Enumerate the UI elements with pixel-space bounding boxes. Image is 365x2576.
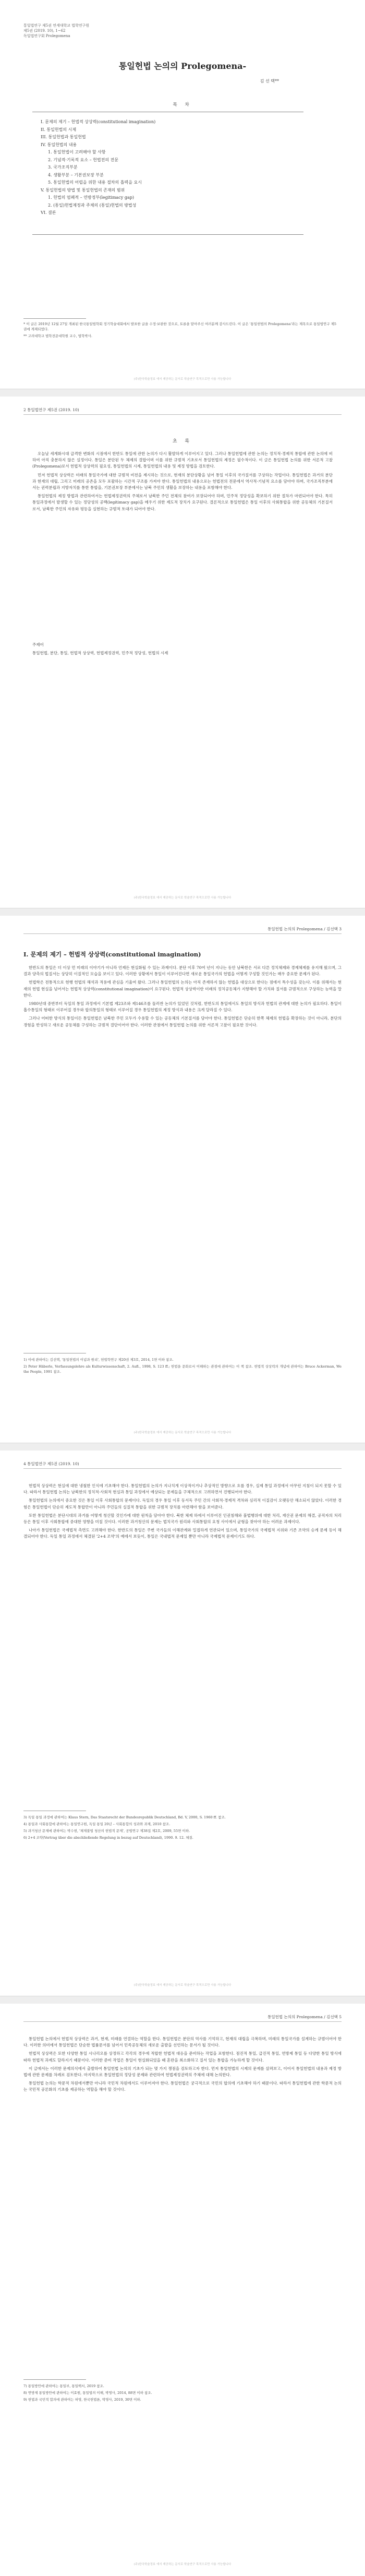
toc-item: I. 문제의 제기 – 헌법적 상상력(constitutional imagination) bbox=[41, 119, 156, 124]
footnotes bbox=[23, 1357, 342, 1376]
page-1 bbox=[0, 0, 365, 389]
page-2 bbox=[0, 397, 365, 908]
footnote-rule bbox=[23, 2379, 86, 2380]
page-footer: (주)한국학술정보 에서 제공하는 문서로 학술연구 목적으로만 사용 가능합니다 bbox=[133, 1984, 232, 1987]
body-paragraph: 헌법적 상상력은 현실에 대한 냉철한 인식에 기초해야 한다. 통일헌법의 논의가 지나치게 이상적이거나 추상적인 방향으로 흐를 경우, 실제 통일 과정에서 아무런 지침이 되지 못할 수 있다. 따라서 통일헌법 논의는 남북한의 정치적·사회적 현실과 통일 과정에서 예상되는 문제들을 구체적으로 고려하면서 진행되어야 한다. bbox=[23, 1483, 342, 1495]
header-rule bbox=[23, 414, 342, 415]
header-rule bbox=[23, 2021, 342, 2022]
page-4 bbox=[0, 1451, 365, 1996]
keywords-block bbox=[32, 642, 333, 656]
body-text bbox=[23, 1483, 342, 1542]
toc-item: VI. 결론 bbox=[41, 210, 56, 215]
abstract-paragraph: 먼저 헌법적 상상력은 미래의 통일국가에 대한 규범적 비전을 제시하는 것으로, 현재의 분단상황을 넘어 통일 이후의 국가질서를 구상하는 작업이다. 통일헌법은 과거의 분단과 현재의 대립, 그리고 미래의 공존을 모두 포괄하는 시간적 구조를 가져야 한다. 통일헌법의 내용으로는 헌법전의 전문에서 역사적·기념적 요소를 담아야 하며, 국가조직부분에서는 권력분립과 지방자치를 통한 통합을, 기본권보장 부분에서는 남북 주민의 생활을 보장하는 내용을 포함해야 한다. bbox=[32, 472, 333, 490]
footnotes bbox=[23, 1815, 342, 1842]
toc-item: 3. 국가조직부분 bbox=[48, 165, 78, 170]
body-paragraph: 통일헌법의 논의에서 중요한 것은 통일 이후 사회통합의 문제이다. 독일의 경우 통일 이후 동서독 주민 간의 사회적·경제적 격차와 심리적 이질감이 오랫동안 해소되지 않았다. 이러한 경험은 통일헌법이 단순히 제도적 통합만이 아니라 주민들의 실질적 통합을 위한 규범적 장치를 마련해야 함을 보여준다. bbox=[23, 1498, 342, 1509]
body-paragraph: 한반도의 통일은 더 이상 먼 미래의 이야기가 아니라 언제든 현실화될 수 있는 과제이다. 분단 이후 70여 년이 지나는 동안 남북한은 서로 다른 정치체제와 경제체제를 유지해 왔으며, 그 결과 양측의 법질서는 상당히 이질적인 모습을 보이고 있다. 이러한 상황에서 통일이 이루어진다면 새로운 통일국가의 헌법을 어떻게 구성할 것인가는 매우 중요한 문제가 된다. bbox=[23, 965, 342, 977]
page-footer: (주)한국학술정보 에서 제공하는 문서로 학술연구 목적으로만 사용 가능합니다 bbox=[133, 378, 232, 381]
body-paragraph: 헌법학은 전통적으로 현행 헌법의 해석과 적용에 관심을 기울여 왔다. 그러나 통일헌법의 논의는 아직 존재하지 않는 헌법을 대상으로 한다는 점에서 특수성을 갖는다. 이를 위해서는 현재의 헌법 현실을 넘어서는 헌법적 상상력(constitutional imagination)이 요구된다. 헌법적 상상력이란 미래의 정치공동체가 지향해야 할 가치와 질서를 규범적으로 구상하는 능력을 말한다. bbox=[23, 980, 342, 998]
toc-item: III. 통일헌법과 통일헌법 bbox=[41, 135, 86, 139]
page-separator bbox=[0, 389, 365, 397]
body-text bbox=[23, 965, 342, 1031]
footnote: 3) 독일 통일 과정에 관하여는 Klaus Stern, Das Staatsrecht der Bundesrepublik Deutschland, Bd. V, 2000, S. 1960 ff. 참조. bbox=[23, 1815, 226, 1819]
journal-info bbox=[23, 23, 89, 39]
toc-heading: 목 차 bbox=[173, 102, 192, 107]
journal-line: 통일법연구 제5권 연세대학교 법학연구원 bbox=[23, 23, 90, 28]
keywords: 통일헌법, 분단, 통일, 헌법적 상상력, 헌법제정권력, 민주적 정당성, 헌법의 시제 bbox=[32, 651, 168, 656]
footnote: 2) Peter Häberle, Verfassungslehre als Kulturwissenschaft, 2. Aufl., 1998, S. 123 ff.; 헌법을 문화로서 이해하는 관점에 관하여는 이 책 참조. 헌법적 상상력의 개념에 관하여는 Bruce Ackerman, We the People, 1991 참조. bbox=[23, 1364, 342, 1374]
abstract-body bbox=[32, 451, 333, 514]
page-footer: (주)한국학술정보 에서 제공하는 문서로 학술연구 목적으로만 사용 가능합니다 bbox=[133, 896, 232, 900]
abstract-paragraph: 오늘날 세계화시대 급격한 변화의 시점에서 한반도 통일에 관한 논의가 다시 활발하게 이루어지고 있다. 그러나 통일헌법에 관한 논의는 정치적·경제적 통합에 관한 논의에 비하여 아직 충분하지 않은 실정이다. 통일은 분단된 두 체제의 결합이며 이를 위한 규범적 기초로서 통일헌법의 제정은 필수적이다. 이 글은 통일헌법 논의를 위한 서론적 고찰(Prolegomena)로서 헌법적 상상력의 필요성, 통일헌법의 시제, 통일헌법의 내용 및 제정 방법을 검토한다. bbox=[32, 451, 333, 469]
toc-item: 2. (통일)헌법제정과 주체의 (통일)헌법의 방법성 bbox=[48, 202, 137, 208]
page-separator bbox=[0, 1443, 365, 1451]
page-footer: (주)한국학술정보 에서 제공하는 문서로 학술연구 목적으로만 사용 가능합니다 bbox=[133, 1431, 232, 1434]
section-title: I. 문제의 제기 – 헌법적 상상력(constitutional imagination) bbox=[23, 951, 201, 958]
keywords-label: 주제어 bbox=[32, 642, 44, 647]
footnotes bbox=[23, 2383, 342, 2404]
journal-line: 제5권 (2019. 10), 1~62 bbox=[23, 29, 66, 33]
journal-line: 독일법연구회 Prolegomena bbox=[23, 34, 70, 38]
page-separator bbox=[0, 908, 365, 916]
body-paragraph: 또한 통일헌법은 분단시대의 과거를 어떻게 청산할 것인가에 대한 원칙을 담아야 한다. 북한 체제 하에서 이루어진 인권침해와 불법행위에 대한 처리, 재산권 문제의 해결, 공직자의 처리 등은 통일 이후 사회통합에 중대한 영향을 미칠 것이다. 이러한 과거청산의 문제는 법치국가 원리와 사회통합의 요청 사이에서 균형을 찾아야 하는 어려운 과제이다. bbox=[23, 1513, 342, 1525]
footnotes bbox=[23, 321, 336, 340]
body-paragraph: 그러나 어떠한 방식의 통일이든 통일헌법은 남북한 주민 모두가 수용할 수 있는 공동체의 기본질서를 담아야 한다. 통일헌법은 단순히 한쪽 체제의 헌법을 확장하는 것이 아니라, 분단의 경험을 반성하고 새로운 공동체를 구성하는 규범적 결단이어야 한다. 이러한 관점에서 통일헌법 논의를 위한 서론적 고찰이 필요한 것이다. bbox=[23, 1016, 342, 1027]
toc-item: IV. 통일헌법의 내용 bbox=[41, 142, 77, 147]
page-separator bbox=[0, 1996, 365, 2004]
toc-item: 4. 생활부분 – 기본권보장 부분 bbox=[48, 172, 104, 177]
body-paragraph: 헌법적 상상력은 또한 다양한 통일 시나리오를 상정하고 각각의 경우에 적합한 헌법적 대응을 준비하는 작업을 포함한다. 점진적 통일, 급진적 통일, 연방제 통일 등 다양한 통일 방식에 따라 헌법적 과제도 달라지기 때문이다. 이러한 준비 작업은 통일이 현실화되었을 때 혼란을 최소화하고 질서 있는 통합을 가능하게 할 것이다. bbox=[23, 2051, 342, 2063]
toc-item: II. 통일헌법의 시제 bbox=[41, 127, 77, 132]
toc-item: 1. 통일헌법이 고려해야 할 사항 bbox=[48, 150, 106, 154]
footnote: 8) 연방제 통일방안에 관하여는 이효원, 통일법의 이해, 박영사, 2014, 88면 이하 참조. bbox=[23, 2391, 152, 2395]
running-header: 2 통일법연구 제5권 (2019. 10) bbox=[23, 408, 79, 412]
body-paragraph: 1980년대 중반부터 독일의 통일 과정에서 기본법 제23조와 제146조를 둘러싼 논의가 있었던 것처럼, 한반도의 통일에서도 통일의 방식과 헌법의 관계에 대한 논의가 필요하다. 통일이 흡수통일의 형태로 이루어질 경우와 합의통일의 형태로 이루어질 경우 통일헌법의 제정 방식과 내용은 크게 달라질 수 있다. bbox=[23, 1001, 342, 1013]
running-header: 통일헌법 논의의 Prolegomena / 김선택 3 bbox=[267, 927, 342, 931]
footnote-rule bbox=[23, 318, 86, 319]
header-rule bbox=[23, 933, 342, 934]
footnote: 6) 2+4 조약(Vertrag über die abschließende Regelung in bezug auf Deutschland), 1990. 9. 12. 체결. bbox=[23, 1836, 193, 1840]
body-paragraph: 이 글에서는 이러한 문제의식에서 출발하여 통일헌법 논의의 기초가 되는 몇 가지 쟁점을 검토하고자 한다. 먼저 통일헌법의 시제의 문제를 살펴보고, 이어서 통일헌법의 내용과 제정 방법에 관한 문제를 차례로 검토한다. 마지막으로 통일헌법의 정당성 문제와 관련하여 헌법제정권력의 주체에 대해 논의한다. bbox=[23, 2066, 342, 2078]
footnote: 4) 통일과 사회통합에 관하여는 통일연구원, 독일 통일 20년 – 사회통합의 성과와 과제, 2010 참조. bbox=[23, 1822, 171, 1826]
footnote: 1) 이에 관하여는 김선택, '통일헌법의 이념과 원리', 헌법학연구 제20권 제3호, 2014, 1면 이하 참조. bbox=[23, 1358, 174, 1362]
footnote: * 이 글은 2019년 12월 27일 개최된 한국통일법학회 정기학술대회에서 발표한 글을 수정·보완한 것으로, 토론을 맡아주신 여러분께 감사드린다. 이 글은 '통일헌법의 Prolegomena'라는 제목으로 통일법연구 제5권에 게재되었다. bbox=[23, 322, 336, 331]
abstract-heading: 초 록 bbox=[172, 439, 193, 444]
toc-box bbox=[32, 112, 303, 235]
body-text bbox=[23, 2036, 342, 2095]
body-paragraph: 나아가 통일헌법은 국제법적 측면도 고려해야 한다. 한반도의 통일은 주변 국가들의 이해관계와 밀접하게 연관되어 있으며, 통일국가의 국제법적 지위와 기존 조약의 승계 문제 등이 해결되어야 한다. 독일 통일 과정에서 체결된 '2+4 조약'의 예에서 보듯이, 통일은 국내법적 문제일 뿐만 아니라 국제법적 문제이기도 하다. bbox=[23, 1528, 342, 1539]
toc-item: 5. 통일헌법의 어렵을 위한 내용 절차의 흡력을 요시 bbox=[48, 180, 142, 185]
running-header: 4 통일법연구 제5권 (2019. 10) bbox=[23, 1461, 79, 1466]
page-5 bbox=[0, 2004, 365, 2576]
toc-item: 2. 기념적·기록적 요소 – 헌법전의 전문 bbox=[48, 157, 119, 162]
footnote: 5) 과거청산 문제에 관하여는 박수현, '체제불법 청산의 헌법적 문제', 공법연구 제38집 제2호, 2009, 55면 이하. bbox=[23, 1829, 190, 1833]
header-rule bbox=[23, 1468, 342, 1469]
footnote: 7) 통일방안에 관하여는 통일부, 통일백서, 2019 참조. bbox=[23, 2384, 104, 2388]
page-footer: (주)한국학술정보 에서 제공하는 문서로 학술연구 목적으로만 사용 가능합니다 bbox=[133, 2563, 232, 2566]
toc-item: 1. 헌법의 엄폐적 – 연방정부(legitimacy gap) bbox=[48, 195, 134, 200]
running-header: 통일헌법 논의의 Prolegomena / 김선택 5 bbox=[267, 2015, 342, 2019]
footnote: 9) 헌법과 국민적 합의에 관하여는 허영, 한국헌법론, 박영사, 2019, 30면 이하. bbox=[23, 2398, 141, 2402]
footnote: ** 고려대학교 법학전문대학원 교수, 법학박사. bbox=[23, 334, 92, 338]
page-3 bbox=[0, 916, 365, 1443]
paper-title: 통일헌법 논의의 Prolegomena- bbox=[118, 61, 247, 71]
author: 김 선 택** bbox=[260, 79, 279, 83]
abstract-paragraph: 통일헌법의 제정 방법과 관련하여서는 헌법제정권력의 주체로서 남북한 주민 전체의 참여가 보장되어야 하며, 민주적 정당성을 확보하기 위한 절차가 마련되어야 한다. 특히 통일과정에서 발생할 수 있는 정당성의 공백(legitimacy gap)을 메우기 위한 제도적 장치가 요구된다. 결론적으로 통일헌법은 통일 이후의 사회통합을 위한 공동체의 기본질서로서, 남북한 주민의 자유와 평등을 실현하는 규범적 토대가 되어야 한다. bbox=[32, 494, 333, 511]
toc-item: V. 통일헌법의 방법 및 통일헌법의 존재의 범위 bbox=[41, 187, 125, 193]
body-paragraph: 통일헌법 논의는 학문적 차원에서뿐만 아니라 국민적 차원에서도 이루어져야 한다. 통일헌법은 궁극적으로 국민의 합의에 기초해야 하기 때문이다. 따라서 통일헌법에 관한 학문적 논의는 국민적 공론화의 기초를 제공하는 역할을 해야 할 것이다. bbox=[23, 2081, 342, 2092]
body-paragraph: 통일헌법 논의에서 헌법적 상상력은 과거, 현재, 미래를 연결하는 역할을 한다. 통일헌법은 분단의 역사를 기억하고, 현재의 대립을 극복하며, 미래의 통일국가를 설계하는 규범이어야 한다. 이러한 의미에서 통일헌법은 단순한 법률문서를 넘어서 민족공동체의 새로운 출발을 선언하는 문서가 될 것이다. bbox=[23, 2036, 342, 2048]
